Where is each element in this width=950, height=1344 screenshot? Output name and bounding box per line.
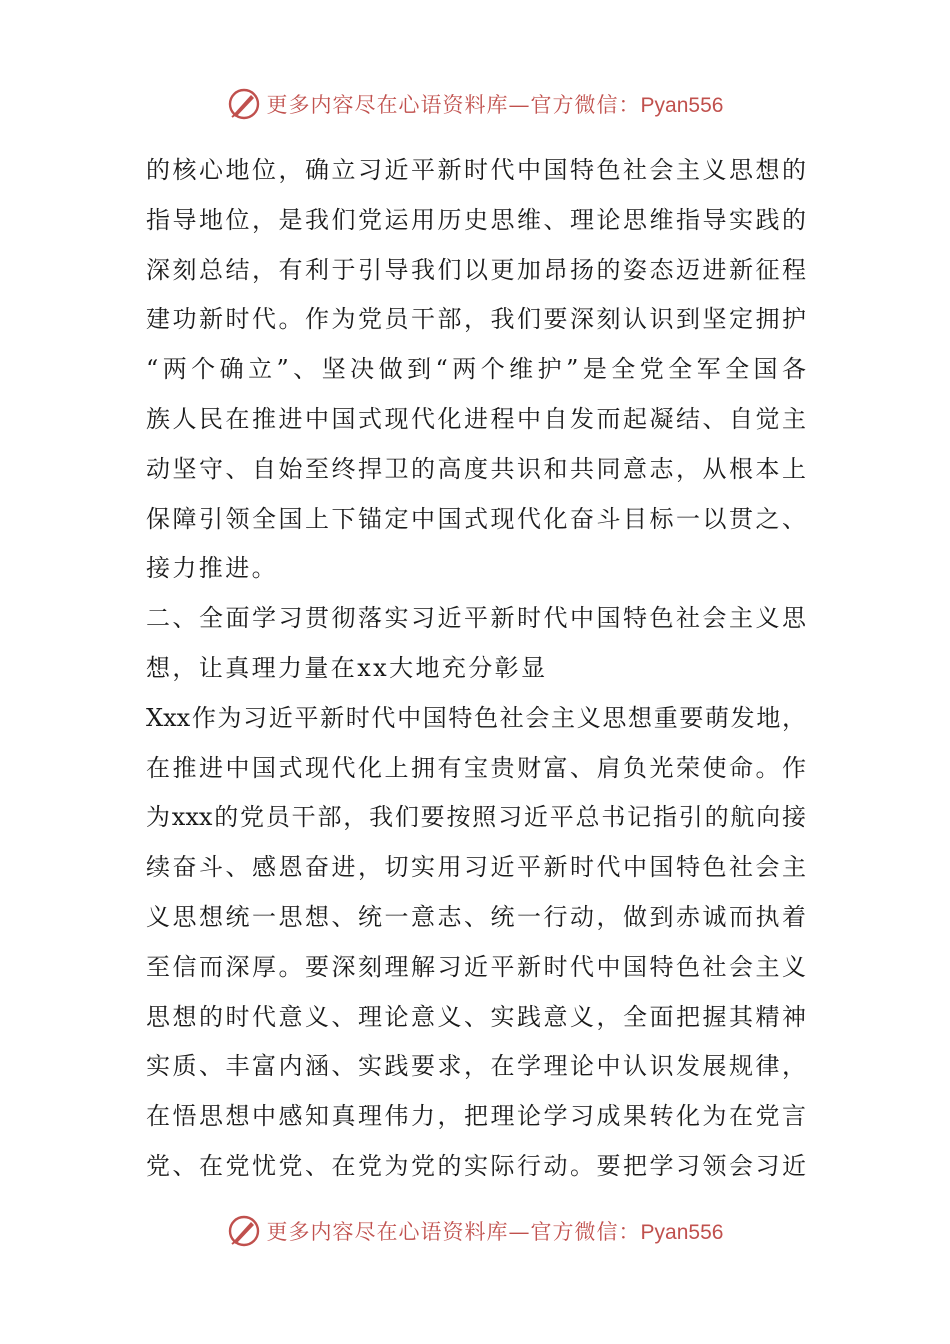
body-line: 为xxx的党员干部，我们要按照习近平总书记指引的航向接	[146, 803, 806, 832]
body-line: 动坚守、自始至终捍卫的高度共识和共同意志，从根本上	[146, 454, 806, 483]
body-line: 党、在党忧党、在党为党的实际行动。要把学习领会习近	[146, 1151, 806, 1180]
document-body	[146, 146, 806, 1192]
body-line: 建功新时代。作为党员干部，我们要深刻认识到坚定拥护	[146, 305, 806, 334]
body-line: 接力推进。	[146, 554, 278, 583]
body-line: 保障引领全国上下锚定中国式现代化奋斗目标一以贯之、	[146, 504, 806, 533]
banner-wechat-id: Pyan556	[640, 1221, 724, 1244]
banner-label: 更多内容尽在心语资料库—官方微信：	[266, 93, 641, 117]
body-line: 实质、丰富内涵、实践要求，在学理论中认识发展规律，	[146, 1052, 806, 1081]
body-line: 至信而深厚。要深刻理解习近平新时代中国特色社会主义	[146, 952, 806, 981]
section-heading-line: 想，让真理力量在xx大地充分彰显	[146, 653, 548, 682]
body-line: 指导地位，是我们党运用历史思维、理论思维指导实践的	[146, 205, 806, 234]
pen-circle-logo-icon	[227, 87, 261, 121]
body-line: 族人民在推进中国式现代化进程中自发而起凝结、自觉主	[146, 404, 806, 433]
banner-text	[267, 89, 724, 119]
banner-wechat-id: Pyan556	[640, 94, 724, 117]
body-line: Xxx作为习近平新时代中国特色社会主义思想重要萌发地，	[146, 703, 806, 732]
body-line: 续奋斗、感恩奋进，切实用习近平新时代中国特色社会主	[146, 853, 806, 882]
body-line: 的核心地位，确立习近平新时代中国特色社会主义思想的	[146, 156, 806, 184]
body-line: 在悟思想中感知真理伟力，把理论学习成果转化为在党言	[146, 1102, 806, 1131]
header-watermark-banner	[0, 84, 950, 124]
body-line: “两个确立”、坚决做到“两个维护”是全党全军全国各	[146, 355, 806, 384]
body-line: 思想的时代意义、理论意义、实践意义，全面把握其精神	[146, 1002, 806, 1031]
footer-watermark-banner	[0, 1211, 950, 1251]
banner-label: 更多内容尽在心语资料库—官方微信：	[266, 1220, 641, 1244]
pen-circle-logo-icon	[227, 1214, 261, 1248]
section-heading-line: 二、全面学习贯彻落实习近平新时代中国特色社会主义思	[146, 604, 806, 633]
banner-text	[267, 1216, 724, 1246]
body-line: 义思想统一思想、统一意志、统一行动，做到赤诚而执着	[146, 902, 806, 931]
body-line: 在推进中国式现代化上拥有宝贵财富、肩负光荣使命。作	[146, 753, 806, 782]
body-line: 深刻总结，有利于引导我们以更加昂扬的姿态迈进新征程	[146, 255, 806, 284]
